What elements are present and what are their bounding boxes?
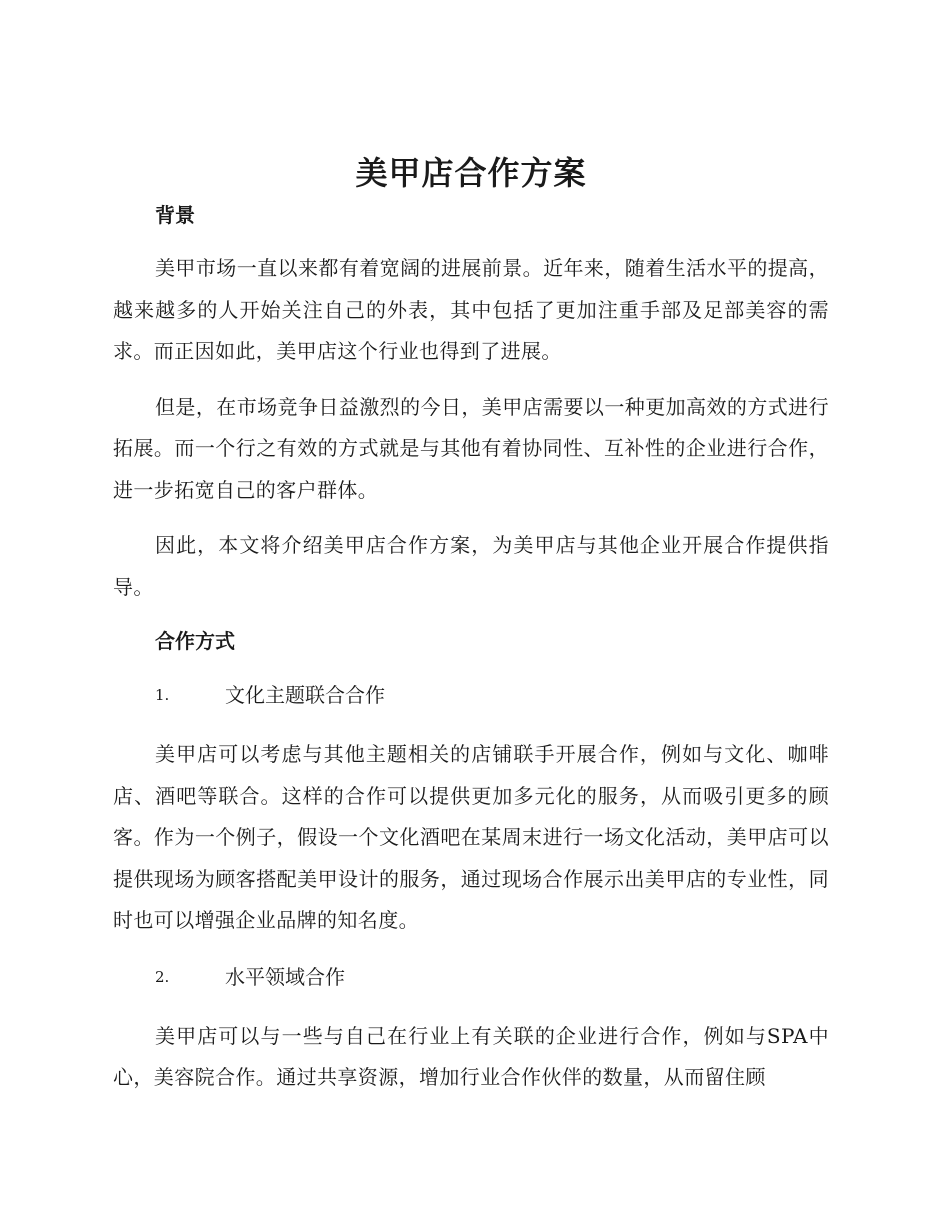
document-page <box>113 148 829 1099</box>
background-paragraph-2: 但是，在市场竞争日益激烈的今日，美甲店需要以一种更加高效的方式进行拓展。而一个行之有效的方式就是与其他有着协同性、互补性的企业进行合作，进一步拓宽自己的客户群体。 <box>113 394 829 502</box>
section-heading-cooperation: 合作方式 <box>155 629 235 653</box>
list-item-title: 水平领域合作 <box>225 964 345 989</box>
list-item-2 <box>113 962 829 992</box>
list-number: 1. <box>155 686 170 704</box>
background-paragraph-3: 因此，本文将介绍美甲店合作方案，为美甲店与其他企业开展合作提供指导。 <box>113 533 829 599</box>
section-heading-background: 背景 <box>155 203 195 227</box>
list-item-1 <box>113 680 829 710</box>
background-paragraph-1: 美甲市场一直以来都有着宽阔的进展前景。近年来，随着生活水平的提高，越来越多的人开始关注自己的外表，其中包括了更加注重手部及足部美容的需求。而正因如此，美甲店这个行业也得到了进展。 <box>113 256 829 363</box>
list-number: 2. <box>155 967 170 986</box>
document-title: 美甲店合作方案 <box>355 154 587 192</box>
cooperation-paragraph-1: 美甲店可以考虑与其他主题相关的店铺联手开展合作，例如与文化、咖啡店、酒吧等联合。这样的合作可以提供更加多元化的服务，从而吸引更多的顾客。作为一个例子，假设一个文化酒吧在某周末进行一场文化活动，美甲店可以提供现场为顾客搭配美甲设计的服务，通过现场合作展示出美甲店的专业性，同时也可以增强企业品牌的知名度。 <box>113 742 829 932</box>
list-item-title: 文化主题联合合作 <box>225 683 385 707</box>
cooperation-paragraph-2: 美甲店可以与一些与自己在行业上有关联的企业进行合作，例如与SPA中心，美容院合作。通过共享资源，增加行业合作伙伴的数量，从而留住顾 <box>113 1023 829 1089</box>
